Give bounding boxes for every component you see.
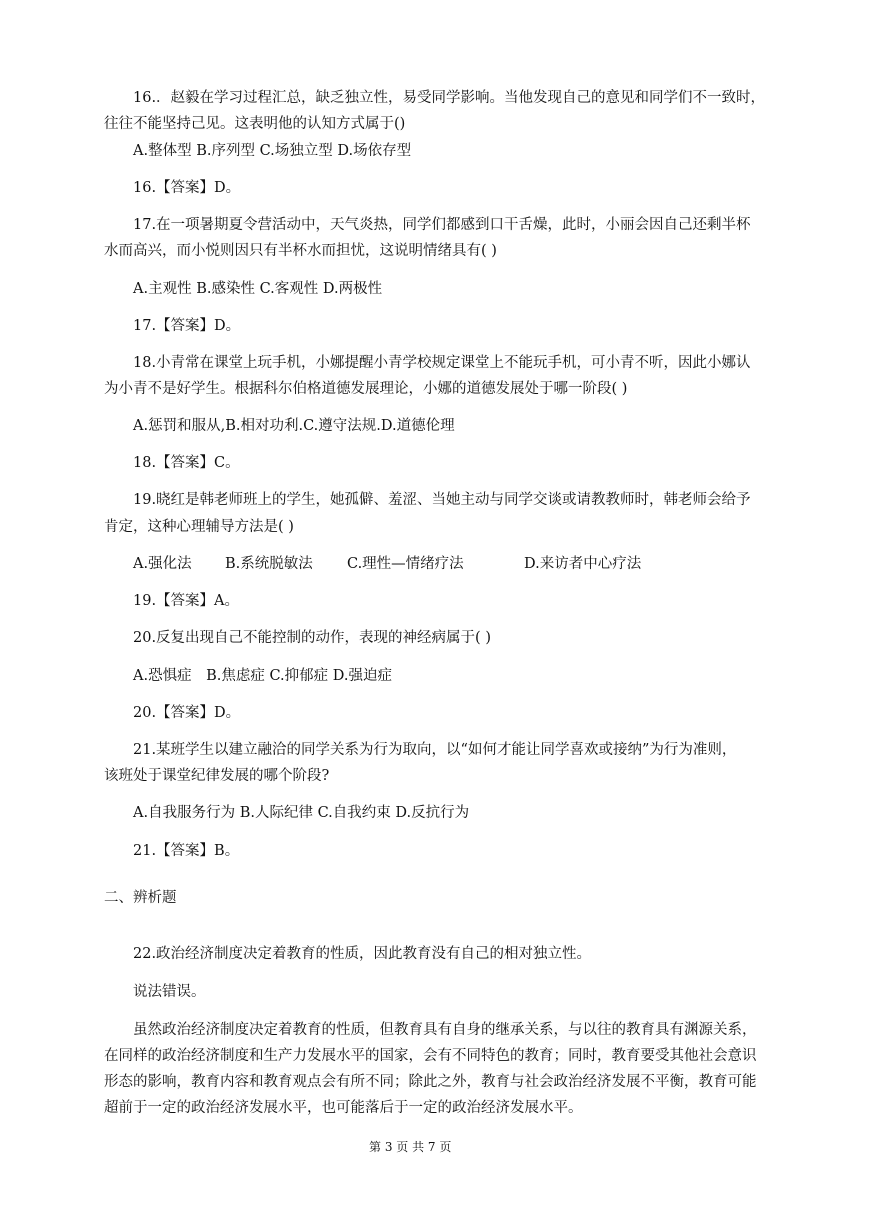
q19-option-c: C.理性—情绪疗法	[347, 556, 464, 572]
q22-explanation-line-1: 虽然政治经济制度决定着教育的性质，但教育具有自身的继承关系，与以往的教育具有渊源关系，	[133, 1022, 757, 1038]
q17-stem-line-1: 17.在一项暑期夏令营活动中，天气炎热，同学们都感到口干舌燥，此时，小丽会因自己还剩半杯	[133, 217, 751, 233]
q16-answer: 16.【答案】D。	[133, 180, 241, 196]
q22-stem: 22.政治经济制度决定着教育的性质，因此教育没有自己的相对独立性。	[133, 946, 592, 962]
q17-stem-line-2: 水而高兴，而小悦则因只有半杯水而担忧，这说明情绪具有( )	[104, 243, 497, 259]
q17-answer: 17.【答案】D。	[133, 318, 241, 334]
q17-options: A.主观性 B.感染性 C.客观性 D.两极性	[133, 281, 383, 297]
q22-explanation-line-4: 超前于一定的政治经济发展水平，也可能落后于一定的政治经济发展水平。	[104, 1100, 583, 1116]
q21-stem-line-1: 21.某班学生以建立融洽的同学关系为行为取向，以“如何才能让同学喜欢或接纳”为行为准则，	[133, 742, 737, 758]
q20-stem-line-1: 20.反复出现自己不能控制的动作，表现的神经病属于( )	[133, 630, 491, 646]
q19-option-d: D.来访者中心疗法	[524, 556, 642, 572]
q21-answer: 21.【答案】B。	[133, 843, 240, 859]
q19-answer: 19.【答案】A。	[133, 593, 240, 609]
q19-option-b: B.系统脱敏法	[225, 556, 313, 572]
q21-options: A.自我服务行为 B.人际纪律 C.自我约束 D.反抗行为	[133, 805, 470, 821]
q18-answer: 18.【答案】C。	[133, 455, 240, 471]
q19-stem-line-1: 19.晓红是韩老师班上的学生，她孤僻、羞涩、当她主动与同学交谈或请教教师时，韩老师会给予	[133, 492, 751, 508]
q20-options: A.恐惧症 B.焦虑症 C.抑郁症 D.强迫症	[133, 668, 392, 684]
q16-options: A.整体型 B.序列型 C.场独立型 D.场依存型	[133, 143, 412, 159]
q21-stem-line-2: 该班处于课堂纪律发展的哪个阶段?	[104, 768, 330, 784]
q22-explanation-line-3: 形态的影响，教育内容和教育观点会有所不同；除此之外，教育与社会政治经济发展不平衡，教育可能	[104, 1074, 757, 1090]
q22-verdict: 说法错误。	[133, 984, 206, 1000]
q20-answer: 20.【答案】D。	[133, 705, 241, 721]
q18-stem-line-1: 18.小青常在课堂上玩手机，小娜提醒小青学校规定课堂上不能玩手机，可小青不听，因此小娜认	[133, 355, 751, 371]
q18-stem-line-2: 为小青不是好学生。根据科尔伯格道德发展理论，小娜的道德发展处于哪一阶段( )	[104, 381, 628, 397]
section-heading: 二、辨析题	[104, 890, 177, 906]
q16-stem-line-1: 16.．赵毅在学习过程汇总，缺乏独立性，易受同学影响。当他发现自己的意见和同学们不一致时，	[133, 90, 766, 106]
q16-stem-line-2: 往往不能坚持己见。这表明他的认知方式属于()	[104, 116, 406, 132]
q19-stem-line-2: 肯定，这种心理辅导方法是( )	[104, 519, 294, 535]
q19-option-a: A.强化法	[133, 556, 192, 572]
page-number: 第 3 页 共 7 页	[369, 1140, 452, 1154]
q18-options: A.惩罚和服从,B.相对功利.C.遵守法规.D.道德伦理	[133, 418, 455, 434]
q22-explanation-line-2: 在同样的政治经济制度和生产力发展水平的国家，会有不同特色的教育；同时，教育要受其他社会意识	[104, 1048, 757, 1064]
